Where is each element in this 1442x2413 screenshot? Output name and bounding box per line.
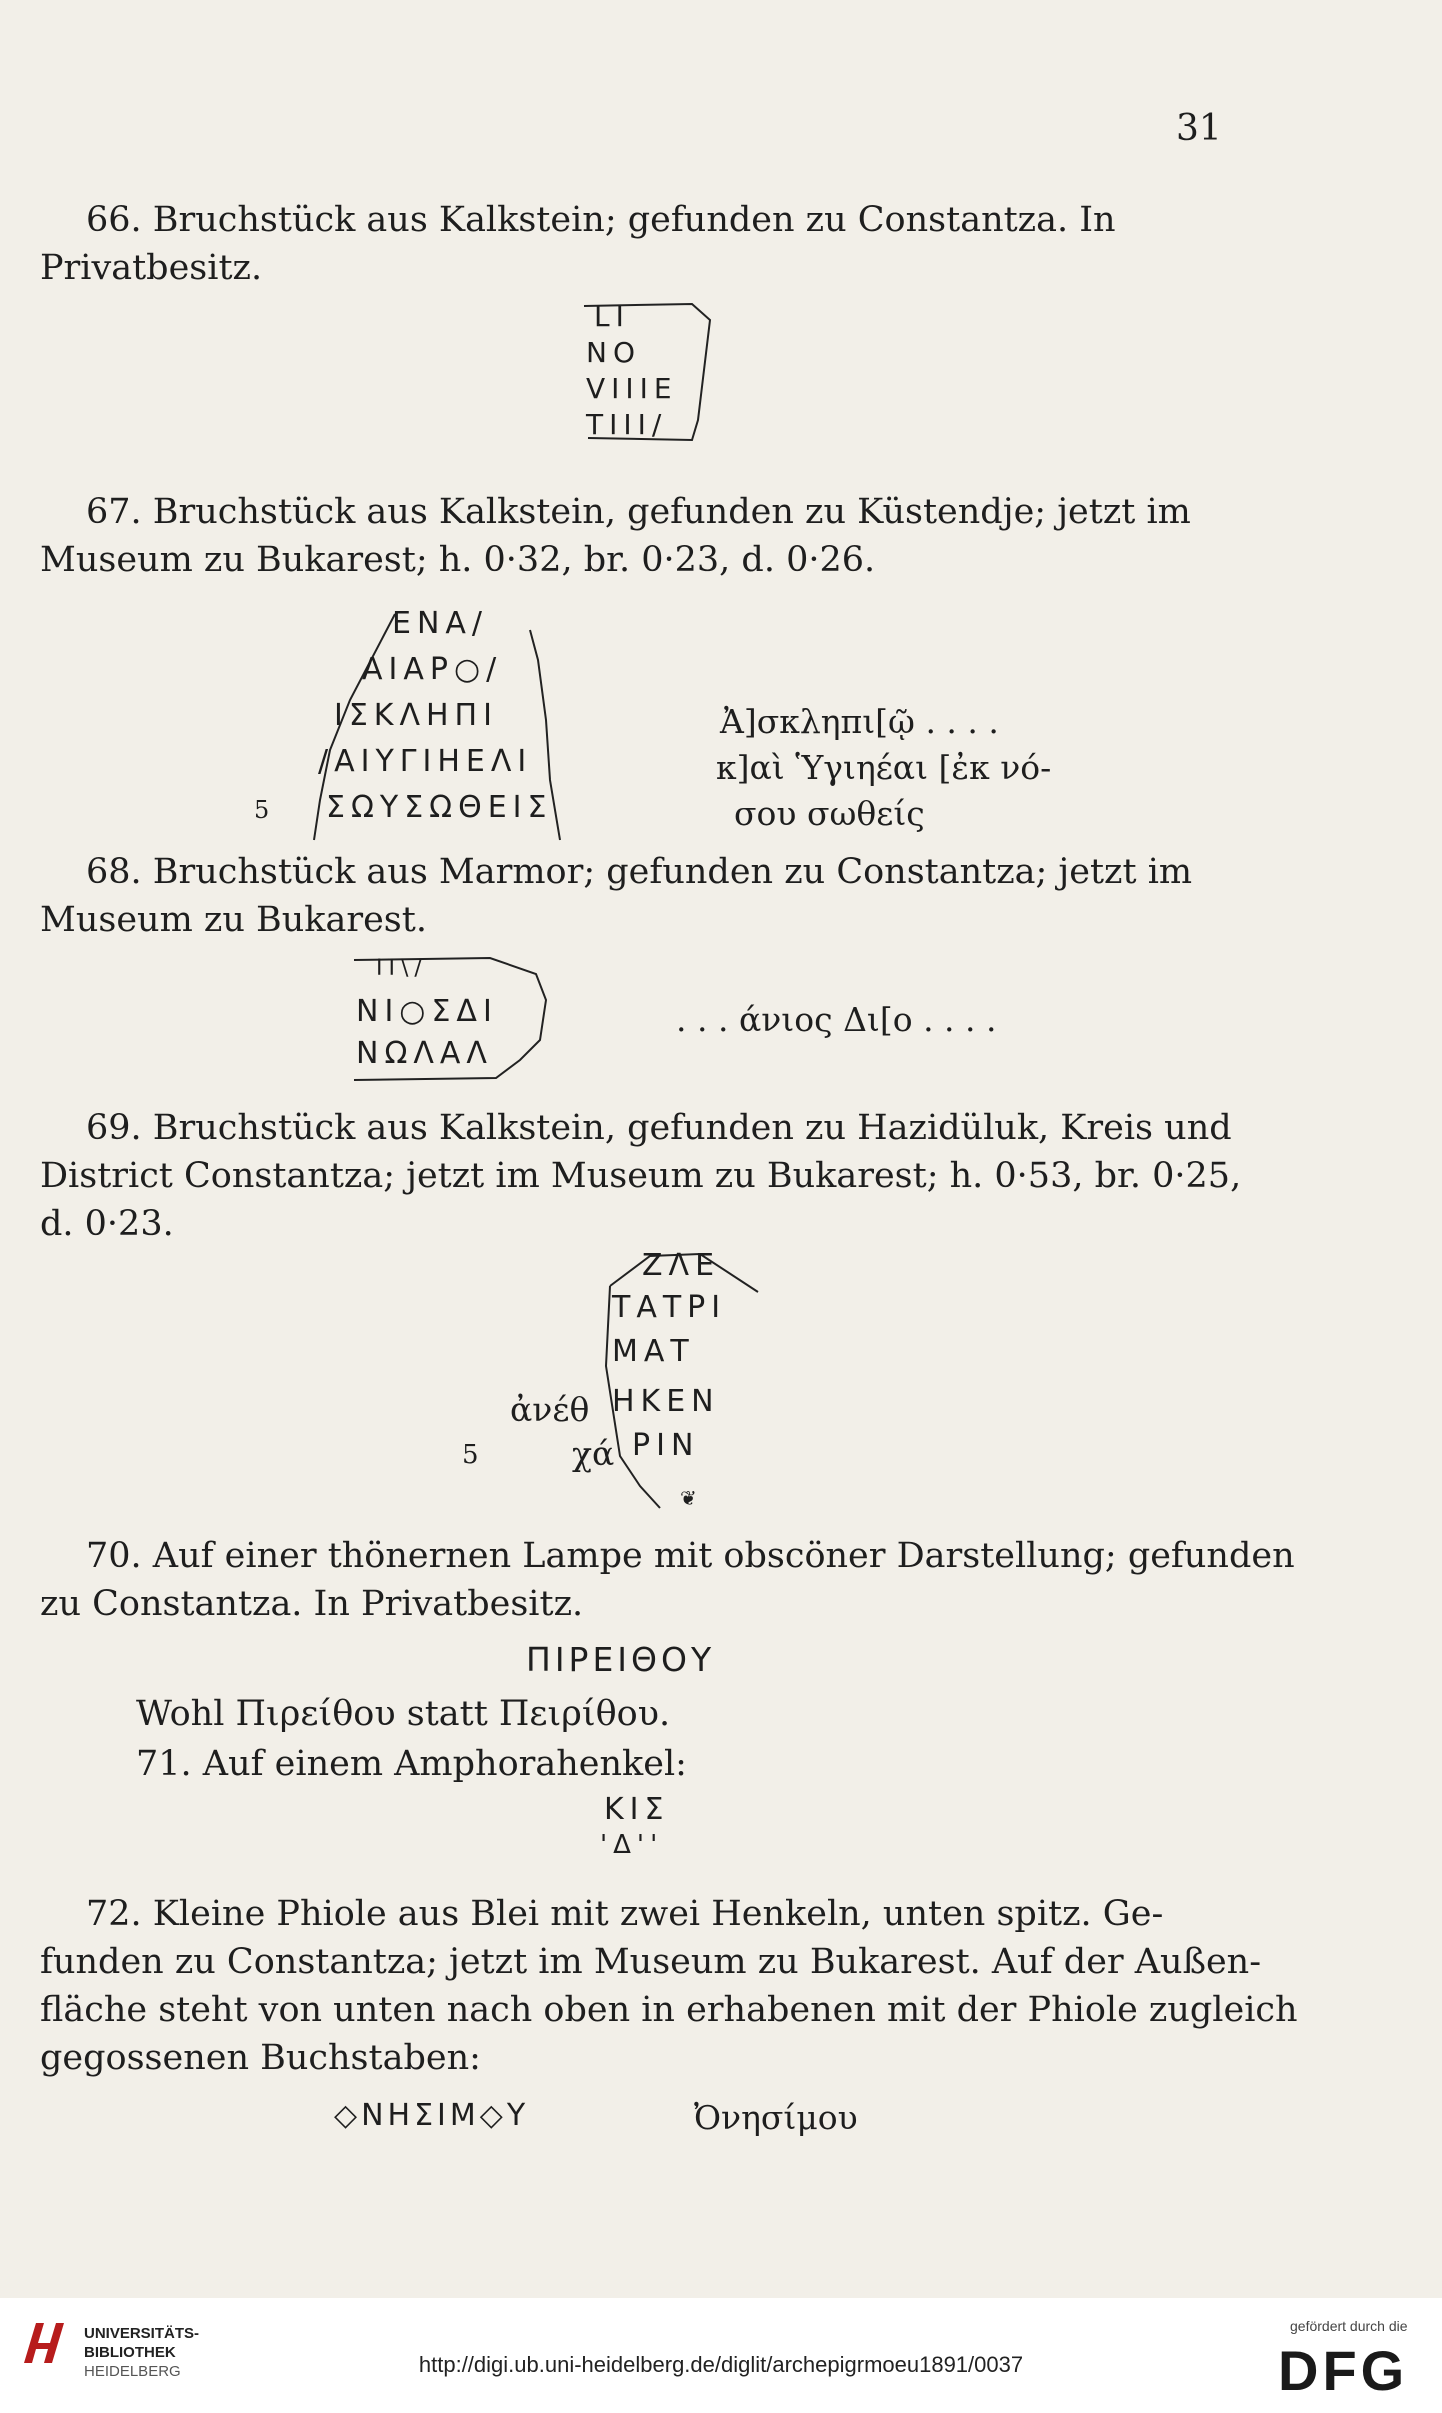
item-67-trans-line2: κ]αὶ Ὑγιηέαι [ἐκ νό- <box>716 748 1052 787</box>
item-71-ins-line1: ΚΙΣ <box>604 1792 670 1827</box>
item-69-ins-line5: ΡΙΝ <box>632 1428 700 1463</box>
item-71-line1: 71. Auf einem Amphorahenkel: <box>136 1744 687 1784</box>
dfg-logo: DFG <box>1278 2339 1409 2402</box>
item-71-ins-line2: 'Δ'' <box>600 1830 664 1860</box>
item-67-ins-line3: ΙΣΚΛΗΠΙ <box>334 698 498 733</box>
item-69-ins-line4: ΗΚΕΝ <box>612 1384 720 1419</box>
item-67-trans-line1: Ἀ]σκληπι[ῷ . . . . <box>720 702 999 741</box>
item-68-ins-line2: ΝΙ○ΣΔΙ <box>356 994 498 1029</box>
item-69-line1: 69. Bruchstück aus Kalkstein, gefunden zu Hazidüluk, Kreis und <box>86 1108 1232 1148</box>
item-66-ins-line3: VIIIE <box>586 372 678 405</box>
item-66-line1: 66. Bruchstück aus Kalkstein; gefunden zu Constantza. In <box>86 200 1116 240</box>
item-67-line2: Museum zu Bukarest; h. 0·32, br. 0·23, d. 0·26. <box>40 540 876 580</box>
item-67-ins-line2: ΑΙΑΡ○/ <box>362 652 503 687</box>
item-67-line1: 67. Bruchstück aus Kalkstein, gefunden zu Küstendje; jetzt im <box>86 492 1191 532</box>
item-72-line3: fläche steht von unten nach oben in erhabenen mit der Phiole zugleich <box>40 1990 1298 2030</box>
item-67-line-number: 5 <box>254 796 270 824</box>
item-66-ins-line2: NO <box>586 336 641 369</box>
item-67-ins-line5: ΣΩΥΣΩΘΕΙΣ <box>326 790 553 825</box>
item-69-ins-line2: ΤΑΤΡΙ <box>612 1290 727 1325</box>
leaf-icon: ❦ <box>680 1486 697 1510</box>
item-70-note: Wohl Πιρείθου statt Πειρίθου. <box>136 1694 671 1734</box>
item-66-ins-line1: LI <box>594 300 630 333</box>
source-url[interactable]: http://digi.ub.uni-heidelberg.de/diglit/archepigrmoeu1891/0037 <box>418 2352 1024 2377</box>
item-68-transcription: . . . άνιος Δι[ο . . . . <box>676 1000 997 1039</box>
item-69-prefix-cha: χά <box>572 1434 615 1473</box>
item-72-transcription: Ὀνησίμου <box>694 2098 858 2137</box>
item-66-line2: Privatbesitz. <box>40 248 263 288</box>
item-70-line2: zu Constantza. In Privatbesitz. <box>40 1584 584 1624</box>
library-line1: UNIVERSITÄTS- <box>84 2325 200 2342</box>
item-69-line2: District Constantza; jetzt im Museum zu Bukarest; h. 0·53, br. 0·25, <box>40 1156 1242 1196</box>
item-69-ins-line1: ΖΛΕ <box>642 1248 721 1283</box>
item-70-inscription: ΠΙΡΕΙΘΟΥ <box>526 1640 716 1679</box>
item-69-ins-line3: ΜΑΤ <box>612 1334 695 1369</box>
item-69-line-number: 5 <box>462 1440 479 1470</box>
item-67-trans-line3: σου σωθείς <box>734 794 925 833</box>
item-70-line1: 70. Auf einer thönernen Lampe mit obscöner Darstellung; gefunden <box>86 1536 1295 1576</box>
item-72-line1: 72. Kleine Phiole aus Blei mit zwei Henkeln, unten spitz. Ge- <box>86 1894 1164 1934</box>
item-67-ins-line1: ΕΝΑ/ <box>392 606 489 641</box>
item-67-ins-line4: /ΑΙΥΓΙΗΕΛΙ <box>318 744 533 779</box>
item-68-ins-line1: ΙΙ\/ <box>376 956 428 981</box>
funded-by-label: gefördert durch die <box>1290 2318 1408 2334</box>
library-line3: HEIDELBERG <box>84 2363 181 2380</box>
item-66-ins-line4: TIII/ <box>586 408 668 441</box>
item-69-prefix-anethe: ἀνέθ <box>510 1390 590 1429</box>
item-69-line3: d. 0·23. <box>40 1204 174 1244</box>
item-72-inscription: ◇ΝΗΣΙΜ◇Υ <box>334 2098 530 2133</box>
page-number: 31 <box>1176 108 1222 149</box>
item-72-line2: funden zu Constantza; jetzt im Museum zu Bukarest. Auf der Außen- <box>40 1942 1262 1982</box>
item-68-line1: 68. Bruchstück aus Marmor; gefunden zu Constantza; jetzt im <box>86 852 1193 892</box>
item-68-line2: Museum zu Bukarest. <box>40 900 427 940</box>
library-line2: BIBLIOTHEK <box>84 2344 176 2361</box>
item-72-line4: gegossenen Buchstaben: <box>40 2038 481 2078</box>
item-68-ins-line3: ΝΩΛΑΛ <box>356 1036 493 1071</box>
